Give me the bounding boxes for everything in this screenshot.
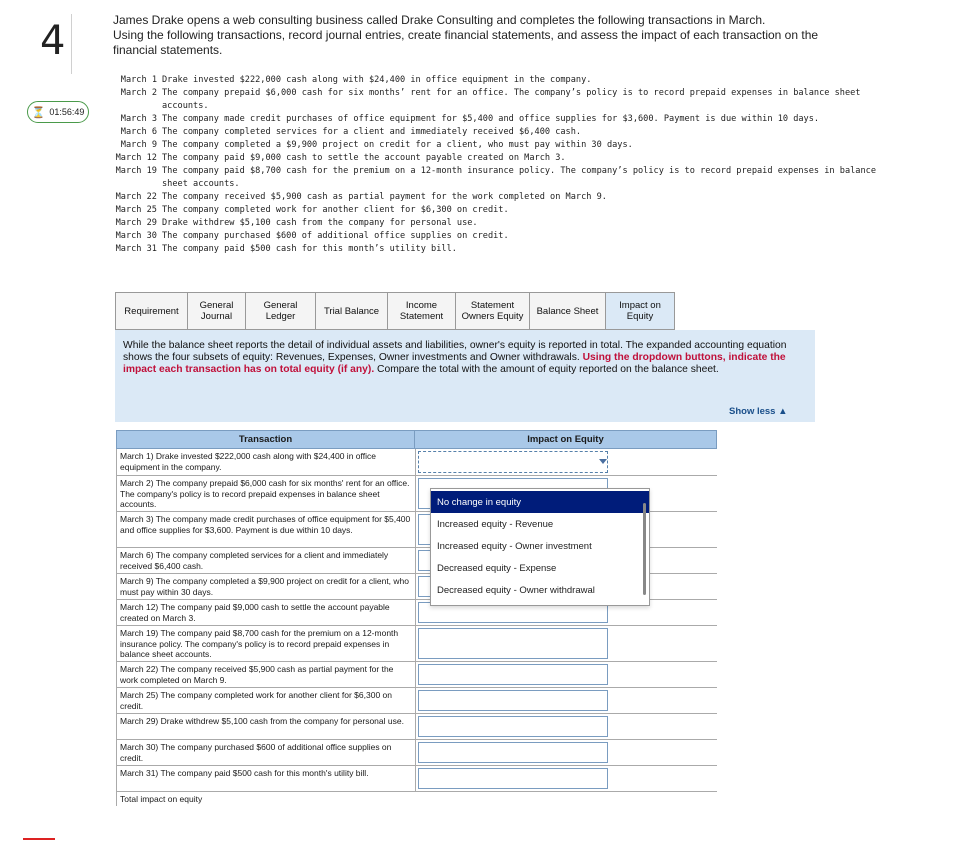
table-row: [116, 688, 717, 714]
timer-value: 01:56:49: [49, 107, 85, 117]
transaction-cell: March 22) The company received $5,900 cash as partial payment for the work completed on March 9.: [117, 662, 416, 687]
transaction-item: [110, 87, 890, 113]
transaction-date: March 25: [115, 205, 157, 215]
transaction-cell: March 9) The company completed a $9,900 project on credit for a client, who must pay within 30 days.: [117, 574, 416, 599]
transaction-date: March 19: [115, 166, 157, 176]
tab-income-statement[interactable]: Income Statement: [388, 293, 456, 329]
header-transaction: Transaction: [117, 431, 415, 448]
transaction-item: [110, 191, 890, 204]
instructions: While the balance sheet reports the detail of individual assets and liabilities, owner's equity is reported in total. The expanded accounting equation shows the four subsets of equity: Revenues, Expenses, Owner investments and Owner withdrawals. Using the dropdown buttons, indicate the impact each transaction has on total equity (if any). Compare the total with the amount of equity reported on the balance sheet.: [115, 330, 815, 422]
transaction-item: [110, 230, 890, 243]
impact-cell: [416, 714, 610, 739]
header-impact: Impact on Equity: [527, 434, 604, 445]
impact-cell: [416, 766, 610, 791]
dropdown-option[interactable]: Decreased equity - Expense: [437, 562, 557, 574]
transaction-cell: March 25) The company completed work for another client for $6,300 on credit.: [117, 688, 416, 713]
timer: [27, 101, 89, 123]
transaction-item: [110, 243, 890, 256]
impact-cell: [416, 688, 610, 713]
transaction-text: The company paid $8,700 cash for the premium on a 12-month insurance policy. The company’s policy is to record prepaid expenses in balance sheet accounts.: [162, 166, 876, 189]
dropdown-option[interactable]: Decreased equity - Owner withdrawal: [437, 584, 595, 596]
transaction-text: The company prepaid $6,000 cash for six months’ rent for an office. The company’s policy is to record prepaid expenses in balance sheet accounts.: [162, 88, 861, 111]
transaction-list: [110, 74, 890, 256]
transaction-text: The company completed work for another client for $6,300 on credit.: [162, 205, 509, 215]
transaction-cell: March 6) The company completed services for a client and immediately received $6,400 cash.: [117, 548, 416, 573]
hourglass-icon: ⏳: [31, 106, 46, 119]
tab-balance-sheet[interactable]: Balance Sheet: [530, 293, 606, 329]
transaction-text: The company completed services for a client and immediately received $6,400 cash.: [162, 127, 582, 137]
transaction-cell: March 12) The company paid $9,000 cash to settle the account payable created on March 3.: [117, 600, 416, 625]
transaction-text: The company completed a $9,900 project on credit for a client, who must pay within 30 days.: [162, 140, 633, 150]
impact-cell: [416, 740, 610, 765]
transaction-cell: March 3) The company made credit purchases of office equipment for $5,400 and office supplies for $3,600. Payment is due within 10 days.: [117, 512, 416, 547]
transaction-cell: March 2) The company prepaid $6,000 cash for six months' rent for an office. The company's policy is to record prepaid expenses in balance sheet accounts.: [117, 476, 416, 511]
tab-statement-owners-equity[interactable]: Statement Owners Equity: [456, 293, 530, 329]
transaction-date: March 3: [120, 114, 157, 124]
transaction-item: [110, 113, 890, 126]
tab-requirement[interactable]: Requirement: [116, 293, 188, 329]
table-row: [116, 740, 717, 766]
transaction-text: Drake invested $222,000 cash along with $24,400 in office equipment in the company.: [162, 75, 592, 85]
tab-general-journal[interactable]: General Journal: [188, 293, 246, 329]
dropdown-option[interactable]: Increased equity - Revenue: [437, 518, 554, 530]
transaction-date: March 2: [120, 88, 157, 98]
impact-select[interactable]: [418, 664, 608, 685]
transaction-cell: March 30) The company purchased $600 of additional office supplies on credit.: [117, 740, 416, 765]
impact-select[interactable]: [418, 451, 608, 473]
table-row: [116, 766, 717, 792]
transaction-date: March 31: [115, 244, 157, 254]
transaction-item: [110, 139, 890, 152]
transaction-cell: March 19) The company paid $8,700 cash for the premium on a 12-month insurance policy. The company's policy is to record prepaid expenses in balance sheet accounts.: [117, 626, 416, 661]
transaction-date: March 30: [115, 231, 157, 241]
impact-select[interactable]: [418, 628, 608, 659]
dropdown-option[interactable]: Increased equity - Owner investment: [437, 540, 592, 552]
transaction-item: [110, 152, 890, 165]
table-footer-total: Total impact on equity: [116, 792, 717, 806]
transaction-text: The company paid $9,000 cash to settle the account payable created on March 3.: [162, 153, 566, 163]
chevron-down-icon[interactable]: [599, 459, 607, 464]
transaction-cell: March 29) Drake withdrew $5,100 cash from the company for personal use.: [117, 714, 416, 739]
impact-select[interactable]: [418, 716, 608, 737]
transaction-text: Drake withdrew $5,100 cash from the company for personal use.: [162, 218, 478, 228]
transaction-text: The company purchased $600 of additional office supplies on credit.: [162, 231, 509, 241]
tab-general-ledger[interactable]: General Ledger: [246, 293, 316, 329]
transaction-cell: March 31) The company paid $500 cash for this month's utility bill.: [117, 766, 416, 791]
transaction-item: [110, 126, 890, 139]
table-row: [116, 714, 717, 740]
transaction-item: [110, 165, 890, 191]
show-less-link[interactable]: Show less ▲: [729, 406, 788, 417]
impact-cell: [416, 449, 610, 475]
transaction-item: [110, 204, 890, 217]
impact-select[interactable]: [418, 742, 608, 763]
table-row: [116, 449, 717, 476]
transaction-item: [110, 217, 890, 230]
transaction-item: [110, 74, 890, 87]
progress-indicator: [23, 838, 55, 840]
impact-dropdown-menu[interactable]: [430, 488, 650, 606]
transaction-date: March 12: [115, 153, 157, 163]
table-row: [116, 626, 717, 662]
transaction-date: March 9: [120, 140, 157, 150]
impact-select[interactable]: [418, 768, 608, 789]
intro-text: James Drake opens a web consulting business called Drake Consulting and completes the following transactions in March. Using the following transactions, record journal entries, create financial statements, and assess the impact of each transaction on the financial statements.: [113, 13, 819, 57]
transaction-date: March 29: [115, 218, 157, 228]
transaction-text: The company paid $500 cash for this month’s utility bill.: [162, 244, 457, 254]
table-header: [116, 430, 717, 449]
tab-trial-balance[interactable]: Trial Balance: [316, 293, 388, 329]
transaction-text: The company received $5,900 cash as partial payment for the work completed on March 9.: [162, 192, 607, 202]
transaction-date: March 6: [120, 127, 157, 137]
transaction-date: March 22: [115, 192, 157, 202]
dropdown-scrollbar[interactable]: [643, 503, 646, 595]
impact-cell: [416, 662, 610, 687]
tab-impact-on-equity[interactable]: Impact on Equity: [606, 293, 674, 329]
transaction-date: March 1: [120, 75, 157, 85]
question-number: 4: [22, 14, 72, 74]
transaction-text: The company made credit purchases of office equipment for $5,400 and office supplies for $3,600. Payment is due within 10 days.: [162, 114, 820, 124]
impact-cell: [416, 626, 610, 661]
transaction-cell: March 1) Drake invested $222,000 cash along with $24,400 in office equipment in the company.: [117, 449, 416, 475]
impact-select[interactable]: [418, 690, 608, 711]
table-row: [116, 662, 717, 688]
dropdown-option[interactable]: No change in equity: [431, 491, 649, 513]
requirement-tabs: [115, 292, 675, 330]
